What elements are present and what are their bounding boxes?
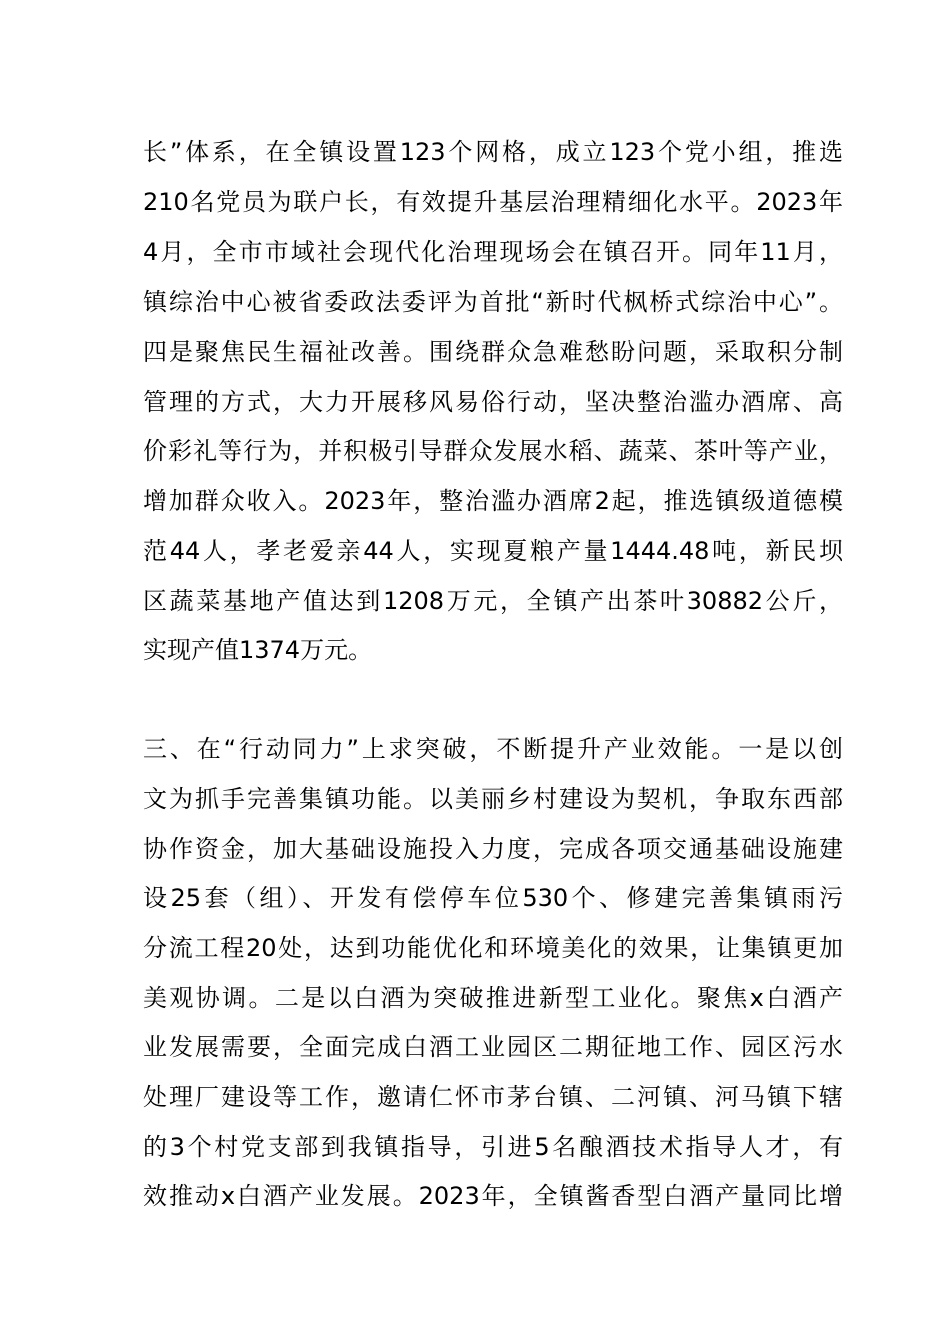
text-line: 处理厂建设等工作，邀请仁怀市茅台镇、二河镇、河马镇下辖 [143,1083,843,1111]
text-line: 美观协调。二是以白酒为突破推进新型工业化。聚焦x白酒产 [143,984,843,1012]
text-line: 实现产值1374万元。 [143,636,373,664]
text-line: 四是聚焦民生福祉改善。围绕群众急难愁盼问题，采取积分制 [143,338,843,366]
text-line: 业发展需要，全面完成白酒工业园区二期征地工作、园区污水 [143,1033,843,1061]
text-line: 价彩礼等行为，并积极引导群众发展水稻、蔬菜、茶叶等产业， [143,437,843,465]
text-line: 文为抓手完善集镇功能。以美丽乡村建设为契机，争取东西部 [143,785,843,813]
text-line: 4月，全市市域社会现代化治理现场会在镇召开。同年11月， [143,238,843,266]
text-line: 协作资金，加大基础设施投入力度，完成各项交通基础设施建 [143,835,843,863]
text-line: 镇综治中心被省委政法委评为首批“新时代枫桥式综治中心”。 [143,288,843,316]
text-line: 设25套（组）、开发有偿停车位530个、修建完善集镇雨污 [143,884,843,912]
text-line: 分流工程20处，达到功能优化和环境美化的效果，让集镇更加 [143,934,843,962]
text-line: 三、在“行动同力”上求突破，不断提升产业效能。一是以创 [143,735,843,763]
text-line: 210名党员为联户长，有效提升基层治理精细化水平。2023年 [143,188,843,216]
text-line: 管理的方式，大力开展移风易俗行动，坚决整治滥办酒席、高 [143,388,843,416]
text-line: 范44人，孝老爱亲44人，实现夏粮产量1444.48吨，新民坝 [143,537,843,565]
text-line: 效推动x白酒产业发展。2023年，全镇酱香型白酒产量同比增 [143,1182,843,1210]
text-line: 增加群众收入。2023年，整治滥办酒席2起，推选镇级道德模 [143,487,843,515]
text-line: 区蔬菜基地产值达到1208万元，全镇产出茶叶30882公斤， [143,587,843,615]
text-line: 长”体系，在全镇设置123个网格，成立123个党小组，推选 [143,138,843,166]
text-line: 的3个村党支部到我镇指导，引进5名酿酒技术指导人才，有 [143,1133,843,1161]
